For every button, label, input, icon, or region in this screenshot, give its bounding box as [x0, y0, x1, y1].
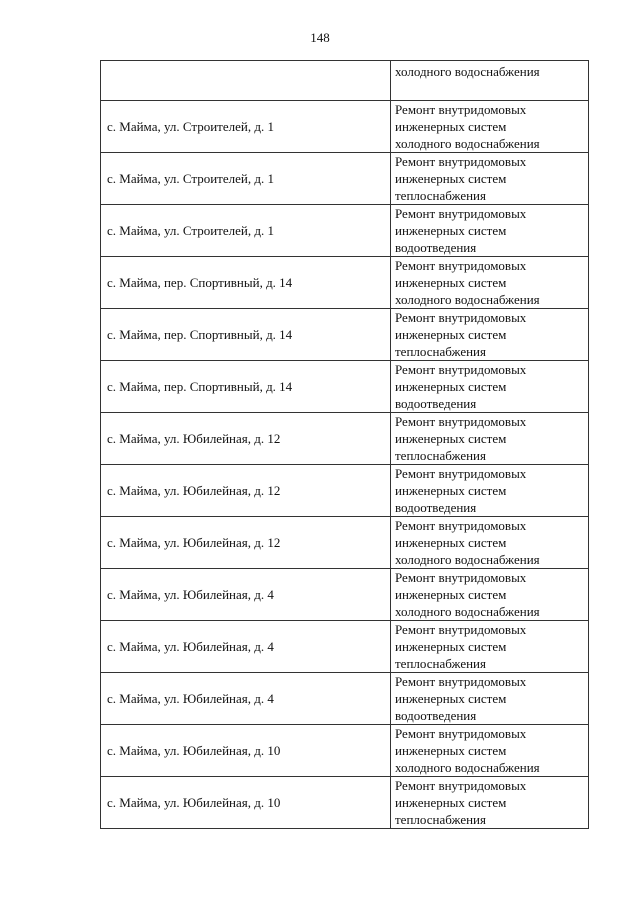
work-line: инженерных систем	[395, 795, 507, 810]
work-line: Ремонт внутридомовых	[395, 570, 527, 585]
table-row	[101, 465, 589, 517]
address-cell	[101, 61, 391, 101]
address-cell: с. Майма, ул. Юбилейная, д. 12	[101, 517, 391, 569]
work-line: водоотведения	[395, 708, 477, 723]
work-line: водоотведения	[395, 500, 477, 515]
work-line: Ремонт внутридомовых	[395, 102, 527, 117]
work-line: теплоснабжения	[395, 188, 486, 203]
work-line: Ремонт внутридомовых	[395, 154, 527, 169]
work-line: инженерных систем	[395, 327, 507, 342]
address-cell: с. Майма, ул. Юбилейная, д. 4	[101, 569, 391, 621]
work-line: Ремонт внутридомовых	[395, 622, 527, 637]
address-cell: с. Майма, ул. Строителей, д. 1	[101, 153, 391, 205]
work-line: инженерных систем	[395, 587, 507, 602]
work-cell	[391, 101, 589, 153]
address-cell: с. Майма, ул. Юбилейная, д. 10	[101, 777, 391, 829]
work-cell	[391, 777, 589, 829]
work-line: холодного водоснабжения	[395, 604, 540, 619]
table-row	[101, 569, 589, 621]
address-cell: с. Майма, ул. Юбилейная, д. 4	[101, 673, 391, 725]
work-cell	[391, 257, 589, 309]
work-line: Ремонт внутридомовых	[395, 362, 527, 377]
work-line: инженерных систем	[395, 431, 507, 446]
work-line: теплоснабжения	[395, 812, 486, 827]
address-cell: с. Майма, пер. Спортивный, д. 14	[101, 257, 391, 309]
work-line: инженерных систем	[395, 639, 507, 654]
table-row	[101, 205, 589, 257]
work-cell	[391, 309, 589, 361]
work-line: холодного водоснабжения	[395, 552, 540, 567]
work-cell	[391, 517, 589, 569]
work-cell	[391, 569, 589, 621]
table-row	[101, 101, 589, 153]
work-line: инженерных систем	[395, 743, 507, 758]
page-number: 148	[310, 30, 330, 45]
table-row	[101, 673, 589, 725]
work-cell	[391, 465, 589, 517]
work-cell	[391, 673, 589, 725]
table-row	[101, 725, 589, 777]
address-cell: с. Майма, ул. Юбилейная, д. 12	[101, 413, 391, 465]
work-line: Ремонт внутридомовых	[395, 466, 527, 481]
table-row	[101, 257, 589, 309]
address-cell: с. Майма, ул. Строителей, д. 1	[101, 101, 391, 153]
work-line: инженерных систем	[395, 691, 507, 706]
table-row	[101, 413, 589, 465]
work-cell	[391, 61, 589, 101]
work-line: Ремонт внутридомовых	[395, 674, 527, 689]
work-cell	[391, 153, 589, 205]
work-line: Ремонт внутридомовых	[395, 518, 527, 533]
work-line: инженерных систем	[395, 535, 507, 550]
table-row	[101, 153, 589, 205]
work-cell	[391, 361, 589, 413]
table-row	[101, 777, 589, 829]
work-line: теплоснабжения	[395, 448, 486, 463]
work-line: инженерных систем	[395, 275, 507, 290]
work-line: инженерных систем	[395, 483, 507, 498]
work-cell	[391, 205, 589, 257]
work-line: холодного водоснабжения	[395, 292, 540, 307]
work-line: инженерных систем	[395, 379, 507, 394]
work-line: холодного водоснабжения	[395, 64, 540, 79]
work-line: Ремонт внутридомовых	[395, 206, 527, 221]
works-table	[100, 60, 589, 829]
work-line: Ремонт внутридомовых	[395, 778, 527, 793]
work-line: Ремонт внутридомовых	[395, 258, 527, 273]
work-line: водоотведения	[395, 240, 477, 255]
work-line: инженерных систем	[395, 171, 507, 186]
work-line: инженерных систем	[395, 223, 507, 238]
table-row	[101, 621, 589, 673]
work-line: холодного водоснабжения	[395, 136, 540, 151]
work-line: Ремонт внутридомовых	[395, 414, 527, 429]
address-cell: с. Майма, ул. Юбилейная, д. 10	[101, 725, 391, 777]
address-cell: с. Майма, пер. Спортивный, д. 14	[101, 309, 391, 361]
address-cell: с. Майма, ул. Юбилейная, д. 4	[101, 621, 391, 673]
table-row	[101, 61, 589, 101]
table-row	[101, 517, 589, 569]
work-line: водоотведения	[395, 396, 477, 411]
table-row	[101, 309, 589, 361]
table-row	[101, 361, 589, 413]
work-cell	[391, 413, 589, 465]
work-line: Ремонт внутридомовых	[395, 310, 527, 325]
address-cell: с. Майма, пер. Спортивный, д. 14	[101, 361, 391, 413]
address-cell: с. Майма, ул. Юбилейная, д. 12	[101, 465, 391, 517]
work-line: инженерных систем	[395, 119, 507, 134]
work-cell	[391, 725, 589, 777]
address-cell: с. Майма, ул. Строителей, д. 1	[101, 205, 391, 257]
work-line: теплоснабжения	[395, 344, 486, 359]
work-line: теплоснабжения	[395, 656, 486, 671]
work-cell	[391, 621, 589, 673]
work-line: Ремонт внутридомовых	[395, 726, 527, 741]
work-line: холодного водоснабжения	[395, 760, 540, 775]
